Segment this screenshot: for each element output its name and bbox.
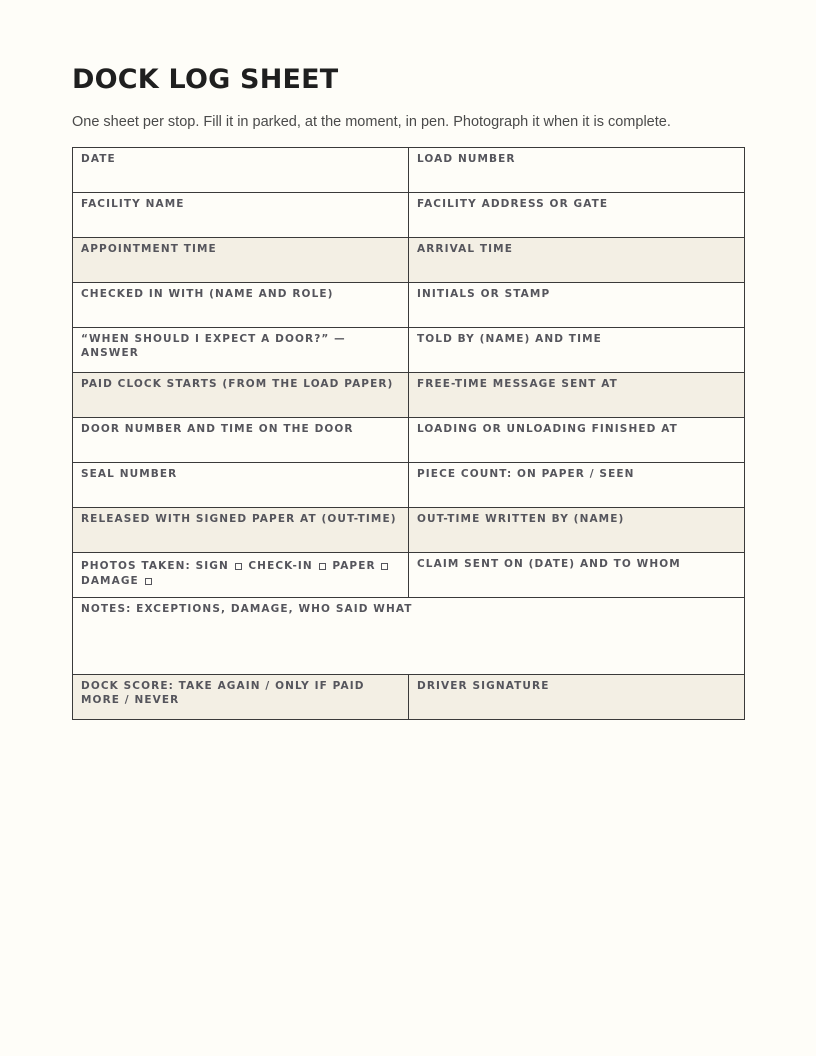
notes-field[interactable] (73, 598, 745, 675)
photo-paper-checkbox[interactable] (381, 563, 388, 570)
photos-taken-prefix: PHOTOS TAKEN: (81, 560, 191, 572)
out-time-written-by-field[interactable] (409, 508, 745, 553)
facility-address-field[interactable] (409, 193, 745, 238)
free-time-message-label: FREE-TIME MESSAGE SENT AT (417, 378, 618, 390)
released-with-paper-label: RELEASED WITH SIGNED PAPER AT (OUT-TIME) (81, 513, 397, 525)
arrival-time-label: ARRIVAL TIME (417, 243, 513, 255)
notes-label: NOTES: EXCEPTIONS, DAMAGE, WHO SAID WHAT (81, 603, 413, 615)
claim-sent-field[interactable] (409, 553, 745, 598)
loading-finished-field[interactable] (409, 418, 745, 463)
arrival-time-field[interactable] (409, 238, 745, 283)
form-row (73, 508, 745, 553)
piece-count-label: PIECE COUNT: ON PAPER / SEEN (417, 468, 635, 480)
form-row (73, 675, 745, 720)
initials-stamp-label: INITIALS OR STAMP (417, 288, 551, 300)
paid-clock-starts-label: PAID CLOCK STARTS (FROM THE LOAD PAPER) (81, 378, 394, 390)
facility-name-label: FACILITY NAME (81, 198, 185, 210)
load-number-field[interactable] (409, 148, 745, 193)
seal-number-field[interactable] (73, 463, 409, 508)
checked-in-with-field[interactable] (73, 283, 409, 328)
photos-taken-field (73, 553, 409, 598)
door-expect-answer-label: “WHEN SHOULD I EXPECT A DOOR?” — ANSWER (81, 333, 346, 359)
paid-clock-starts-field[interactable] (73, 373, 409, 418)
instructions-text: One sheet per stop. Fill it in parked, at the moment, in pen. Photograph it when it is complete. (72, 114, 671, 130)
form-row (73, 193, 745, 238)
photo-checkin-option: CHECK-IN (248, 560, 313, 572)
appointment-time-field[interactable] (73, 238, 409, 283)
out-time-written-by-label: OUT-TIME WRITTEN BY (NAME) (417, 513, 625, 525)
form-row (73, 553, 745, 598)
form-row (73, 238, 745, 283)
initials-stamp-field[interactable] (409, 283, 745, 328)
piece-count-field[interactable] (409, 463, 745, 508)
door-expect-answer-field[interactable] (73, 328, 409, 373)
date-label: DATE (81, 153, 116, 165)
facility-name-field[interactable] (73, 193, 409, 238)
page-title: DOCK LOG SHEET (72, 64, 339, 95)
date-field[interactable] (73, 148, 409, 193)
form-row (73, 148, 745, 193)
appointment-time-label: APPOINTMENT TIME (81, 243, 217, 255)
form-row (73, 373, 745, 418)
facility-address-label: FACILITY ADDRESS OR GATE (417, 198, 609, 210)
driver-signature-label: DRIVER SIGNATURE (417, 680, 550, 692)
load-number-label: LOAD NUMBER (417, 153, 516, 165)
told-by-field[interactable] (409, 328, 745, 373)
free-time-message-field[interactable] (409, 373, 745, 418)
loading-finished-label: LOADING OR UNLOADING FINISHED AT (417, 423, 678, 435)
photo-sign-checkbox[interactable] (235, 563, 242, 570)
photo-paper-option: PAPER (332, 560, 376, 572)
photo-damage-checkbox[interactable] (145, 578, 152, 585)
form-row (73, 283, 745, 328)
photo-sign-option: SIGN (195, 560, 229, 572)
dock-log-form (72, 147, 745, 720)
form-row (73, 598, 745, 675)
dock-score-field[interactable] (73, 675, 409, 720)
door-number-time-field[interactable] (73, 418, 409, 463)
driver-signature-field[interactable] (409, 675, 745, 720)
seal-number-label: SEAL NUMBER (81, 468, 178, 480)
photo-damage-option: DAMAGE (81, 575, 139, 587)
door-number-time-label: DOOR NUMBER AND TIME ON THE DOOR (81, 423, 354, 435)
form-row (73, 463, 745, 508)
photo-checkin-checkbox[interactable] (319, 563, 326, 570)
told-by-label: TOLD BY (NAME) AND TIME (417, 333, 602, 345)
photos-taken-label (81, 559, 400, 589)
dock-score-label: DOCK SCORE: TAKE AGAIN / ONLY IF PAID MORE / NEVER (81, 680, 365, 706)
claim-sent-label: CLAIM SENT ON (DATE) AND TO WHOM (417, 558, 681, 570)
released-with-paper-field[interactable] (73, 508, 409, 553)
form-row (73, 418, 745, 463)
form-row (73, 328, 745, 373)
checked-in-with-label: CHECKED IN WITH (NAME AND ROLE) (81, 288, 334, 300)
